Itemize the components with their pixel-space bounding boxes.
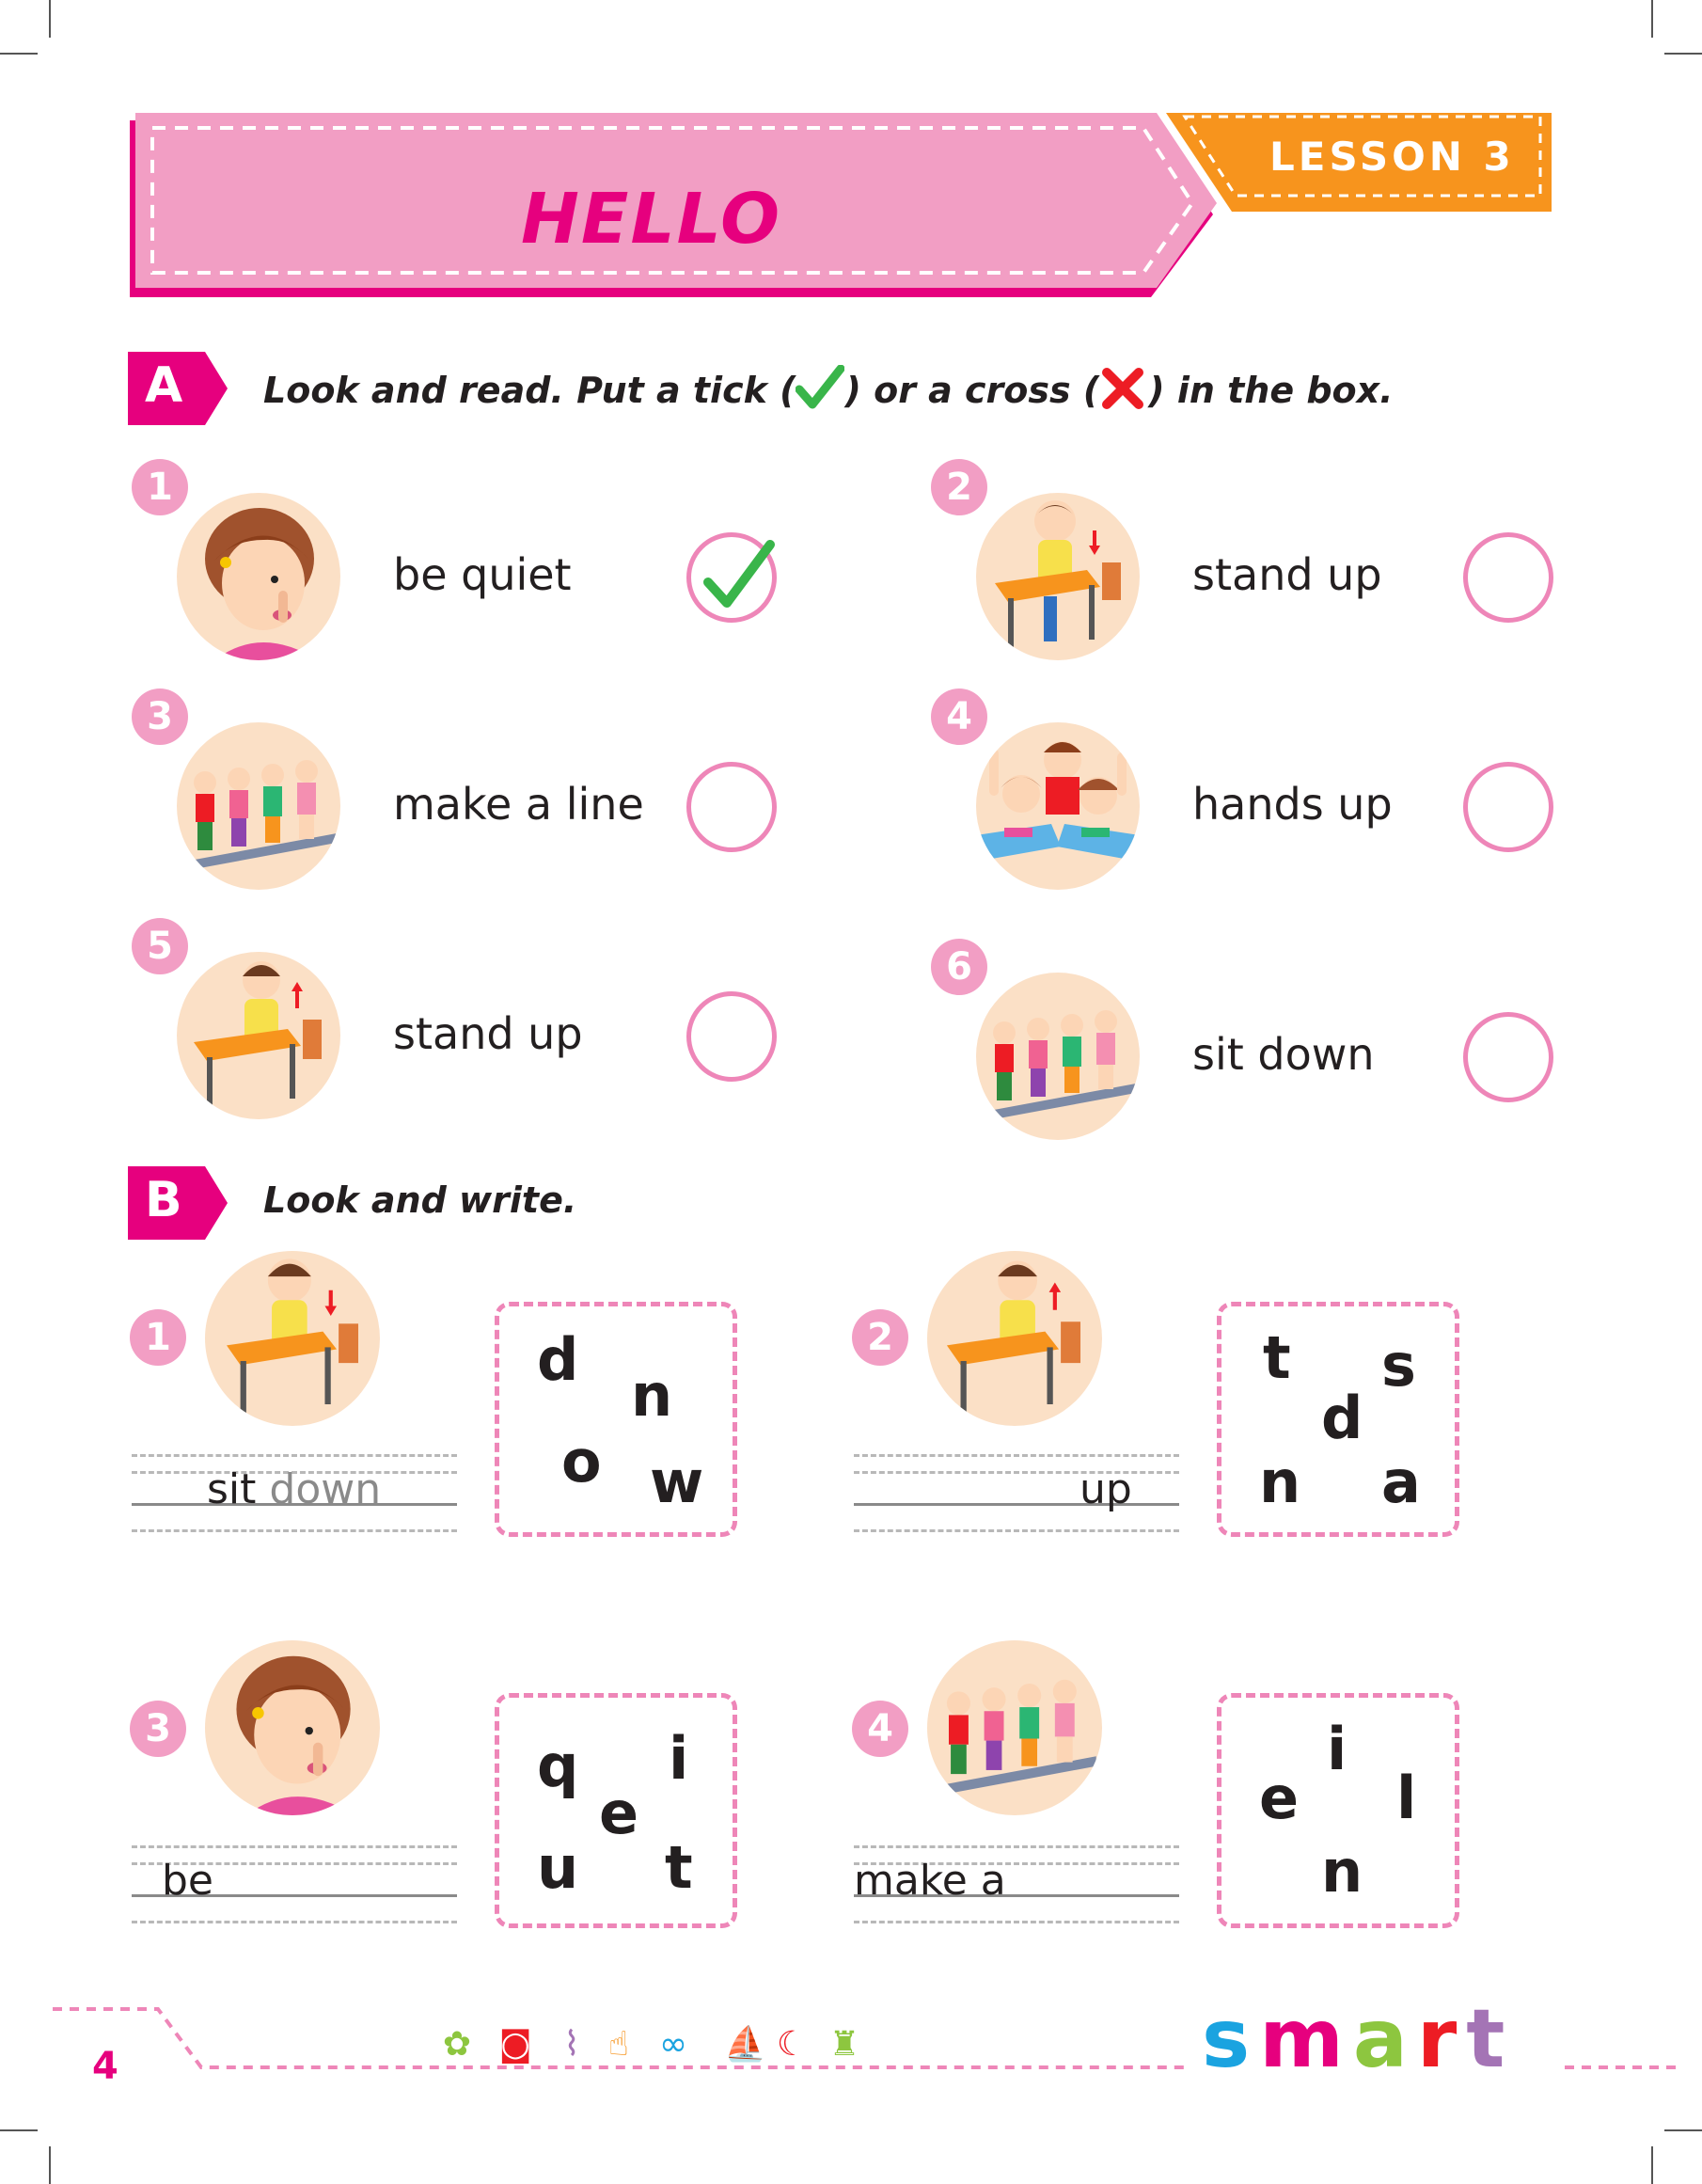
scrambled-letter: d — [537, 1325, 579, 1394]
phrase-text: sit down — [1192, 1029, 1375, 1080]
scrambled-letter: u — [537, 1833, 579, 1902]
scrambled-letter: n — [631, 1361, 673, 1430]
crop-mark — [49, 2146, 51, 2184]
section-a-letter: A — [145, 357, 183, 414]
lesson-badge — [1166, 113, 1552, 212]
scrambled-letter: e — [599, 1779, 639, 1847]
suffix-text: up — [1080, 1465, 1132, 1513]
section-b-badge — [128, 1166, 228, 1240]
scrambled-letter: o — [561, 1427, 602, 1496]
crop-mark — [0, 53, 38, 55]
item-number: 6 — [931, 939, 987, 995]
children-line-picture — [177, 722, 340, 890]
children-line-picture — [927, 1640, 1102, 1815]
tick-icon — [796, 365, 844, 410]
moon-icon: ☾ — [776, 2025, 808, 2064]
prefix-text: be — [162, 1857, 213, 1905]
scrambled-letter: l — [1396, 1764, 1417, 1832]
brand-letter: s — [1202, 1992, 1260, 2086]
answer-circle[interactable] — [686, 991, 777, 1082]
crop-mark — [1664, 2129, 1702, 2131]
item-number: 2 — [852, 1309, 908, 1366]
scrambled-letter: n — [1259, 1448, 1301, 1516]
instruction-part: Look and read. Put a tick ( — [263, 370, 796, 411]
scrambled-letter: d — [1321, 1384, 1363, 1452]
letter-box — [1217, 1302, 1459, 1537]
scrambled-letter: q — [537, 1732, 579, 1800]
sailboat-icon: ⛵ — [724, 2025, 766, 2064]
phrase-text: stand up — [1192, 549, 1382, 600]
boy-desk-picture — [976, 493, 1140, 660]
girl-quiet-picture — [205, 1640, 380, 1815]
section-b-letter: B — [145, 1172, 182, 1228]
letter-box — [1217, 1693, 1459, 1928]
item-number: 1 — [132, 459, 188, 515]
camera-icon: ◙ — [498, 2025, 532, 2064]
brand-letter: a — [1352, 1992, 1417, 2086]
item-number: 3 — [132, 688, 188, 745]
item-number: 5 — [132, 918, 188, 974]
cross-icon — [1099, 365, 1148, 410]
sandcastle-icon: ♜ — [828, 2025, 860, 2064]
page-number: 4 — [92, 2045, 118, 2088]
crop-mark — [1664, 53, 1702, 55]
crop-mark — [49, 0, 51, 38]
boy-stand-picture — [927, 1251, 1102, 1426]
scrambled-letter: t — [1263, 1323, 1291, 1392]
phrase-text: make a line — [393, 779, 644, 830]
answer-circle[interactable] — [686, 532, 777, 623]
phrase-text: hands up — [1192, 779, 1393, 830]
hand-icon: ☝ — [608, 2025, 629, 2064]
paperclip-icon: ⌇ — [563, 2025, 580, 2064]
scrambled-letter: i — [669, 1724, 689, 1793]
phrase-text: be quiet — [393, 549, 572, 600]
boy-stand-picture — [177, 952, 340, 1119]
item-number: 3 — [130, 1701, 186, 1757]
crop-mark — [1651, 2146, 1653, 2184]
glasses-icon: ∞ — [659, 2025, 687, 2064]
scrambled-letter: a — [1381, 1448, 1421, 1516]
brand-letter: r — [1416, 1992, 1467, 2086]
scrambled-letter: e — [1259, 1764, 1300, 1832]
item-number: 1 — [130, 1309, 186, 1366]
section-a-badge — [128, 352, 228, 425]
children-line-picture — [976, 973, 1140, 1140]
scrambled-letter: w — [650, 1448, 704, 1516]
girl-quiet-picture — [177, 493, 340, 660]
phrase-text: stand up — [393, 1008, 583, 1059]
scrambled-letter: t — [665, 1833, 693, 1902]
crab-icon: ✿ — [442, 2025, 472, 2064]
answer-line-text — [207, 1465, 381, 1513]
instruction-part: ) in the box. — [1148, 370, 1394, 411]
hands-up-picture — [976, 722, 1140, 890]
answer-circle[interactable] — [686, 762, 777, 852]
brand-logo — [1202, 1992, 1514, 2086]
item-number: 4 — [852, 1701, 908, 1757]
letter-box — [495, 1302, 737, 1537]
answer-circle[interactable] — [1463, 762, 1553, 852]
page-title: HELLO — [521, 179, 782, 260]
sample-answer: down — [269, 1465, 382, 1513]
crop-mark — [1651, 0, 1653, 38]
answer-circle[interactable] — [1463, 532, 1553, 623]
tick-icon — [695, 531, 780, 622]
crop-mark — [0, 2129, 38, 2131]
scrambled-letter: s — [1381, 1331, 1416, 1400]
letter-box — [495, 1693, 737, 1928]
scrambled-letter: i — [1327, 1715, 1347, 1783]
prefix-text: sit — [207, 1465, 270, 1513]
item-number: 2 — [931, 459, 987, 515]
brand-letter: m — [1259, 1992, 1353, 2086]
title-banner — [126, 113, 1198, 301]
brand-letter: t — [1466, 1992, 1515, 2086]
scrambled-letter: n — [1321, 1837, 1363, 1906]
instruction-part: ) or a cross ( — [844, 370, 1100, 411]
answer-circle[interactable] — [1463, 1012, 1553, 1102]
item-number: 4 — [931, 688, 987, 745]
section-a-instruction — [263, 365, 1394, 411]
boy-sit-picture — [205, 1251, 380, 1426]
section-b-instruction: Look and write. — [263, 1179, 577, 1221]
lesson-label: LESSON 3 — [1269, 134, 1515, 180]
prefix-text: make a — [854, 1857, 1006, 1905]
